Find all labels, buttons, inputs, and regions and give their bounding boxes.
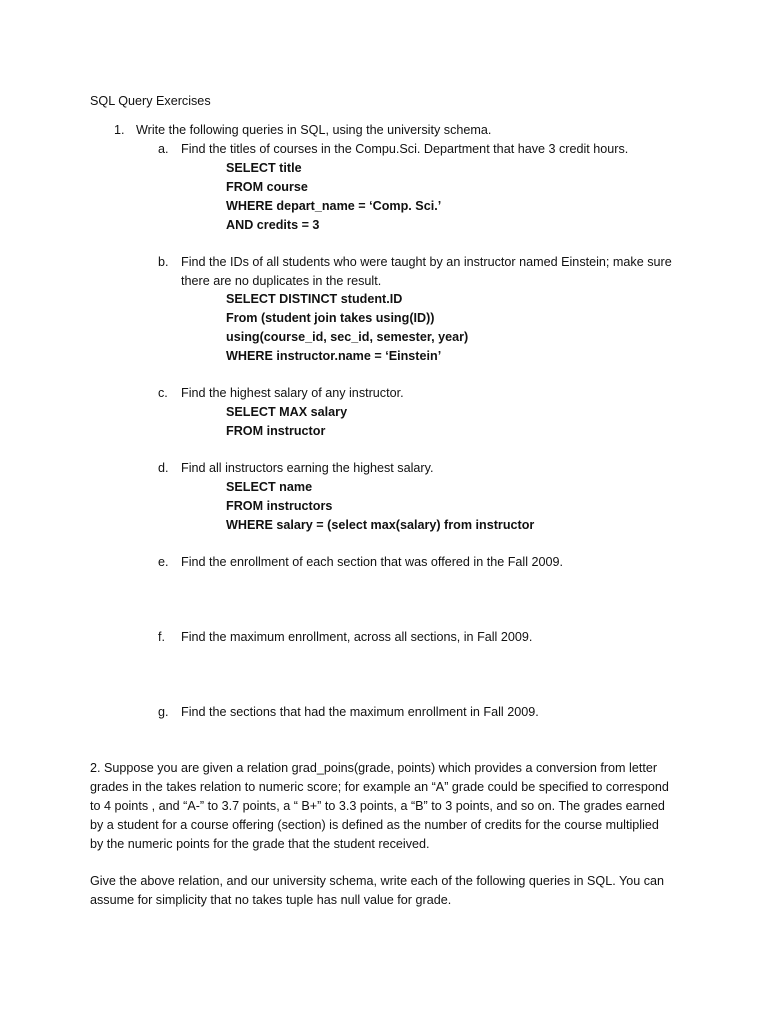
q2-paragraph-line: by a student for a course offering (section) is defined as the number of credits for the course multiplied	[90, 818, 659, 832]
item-d-sql-line: FROM instructors	[226, 499, 333, 513]
item-e-marker: e.	[158, 555, 169, 569]
item-d-text: Find all instructors earning the highest salary.	[181, 461, 434, 475]
item-c-sql-line: SELECT MAX salary	[226, 405, 348, 419]
q2-paragraph-line: to 4 points , and “A-” to 3.7 points, a “ B+” to 3.3 points, a “B” to 3 points, and so on. The grades earned	[90, 799, 665, 813]
item-b-sql-line: SELECT DISTINCT student.ID	[226, 292, 403, 306]
q2-paragraph-line: 2. Suppose you are given a relation grad_poins(grade, points) which provides a conversion from letter	[90, 761, 658, 775]
item-a-sql-line: AND credits = 3	[226, 218, 320, 232]
q2-instruction-line: Give the above relation, and our university schema, write each of the following queries in SQL. You can	[90, 874, 665, 888]
item-b-text: there are no duplicates in the result.	[181, 274, 382, 288]
item-g-text: Find the sections that had the maximum enrollment in Fall 2009.	[181, 705, 539, 719]
item-c-marker: c.	[158, 386, 168, 400]
item-f-marker: f.	[158, 630, 165, 644]
item-e-text: Find the enrollment of each section that was offered in the Fall 2009.	[181, 555, 564, 569]
item-d-sql-line: WHERE salary = (select max(salary) from instructor	[226, 518, 535, 532]
q1-number: 1.	[114, 123, 125, 137]
item-b-marker: b.	[158, 255, 169, 269]
item-b-sql-line: using(course_id, sec_id, semester, year)	[226, 330, 469, 344]
q2-paragraph-line: grades in the takes relation to numeric score; for example an “A” grade could be specified to correspond	[90, 780, 669, 794]
q2-instruction-line: assume for simplicity that no takes tuple has null value for grade.	[90, 893, 452, 907]
q1-text: Write the following queries in SQL, using the university schema.	[136, 123, 492, 137]
item-a-sql-line: WHERE depart_name = ‘Comp. Sci.’	[226, 199, 442, 213]
item-b-sql-line: From (student join takes using(ID))	[226, 311, 435, 325]
item-f-text: Find the maximum enrollment, across all sections, in Fall 2009.	[181, 630, 533, 644]
item-b-sql-line: WHERE instructor.name = ‘Einstein’	[226, 349, 442, 363]
item-b-text: Find the IDs of all students who were taught by an instructor named Einstein; make sure	[181, 255, 672, 269]
item-c-sql-line: FROM instructor	[226, 424, 326, 438]
document-title: SQL Query Exercises	[90, 94, 211, 108]
item-d-sql-line: SELECT name	[226, 480, 313, 494]
item-a-sql-line: FROM course	[226, 180, 308, 194]
item-c-text: Find the highest salary of any instructor.	[181, 386, 404, 400]
q2-paragraph-line: by the numeric points for the grade that the student received.	[90, 837, 430, 851]
item-d-marker: d.	[158, 461, 169, 475]
item-g-marker: g.	[158, 705, 169, 719]
item-a-sql-line: SELECT title	[226, 161, 302, 175]
item-a-text: Find the titles of courses in the Compu.Sci. Department that have 3 credit hours.	[181, 142, 629, 156]
item-a-marker: a.	[158, 142, 169, 156]
